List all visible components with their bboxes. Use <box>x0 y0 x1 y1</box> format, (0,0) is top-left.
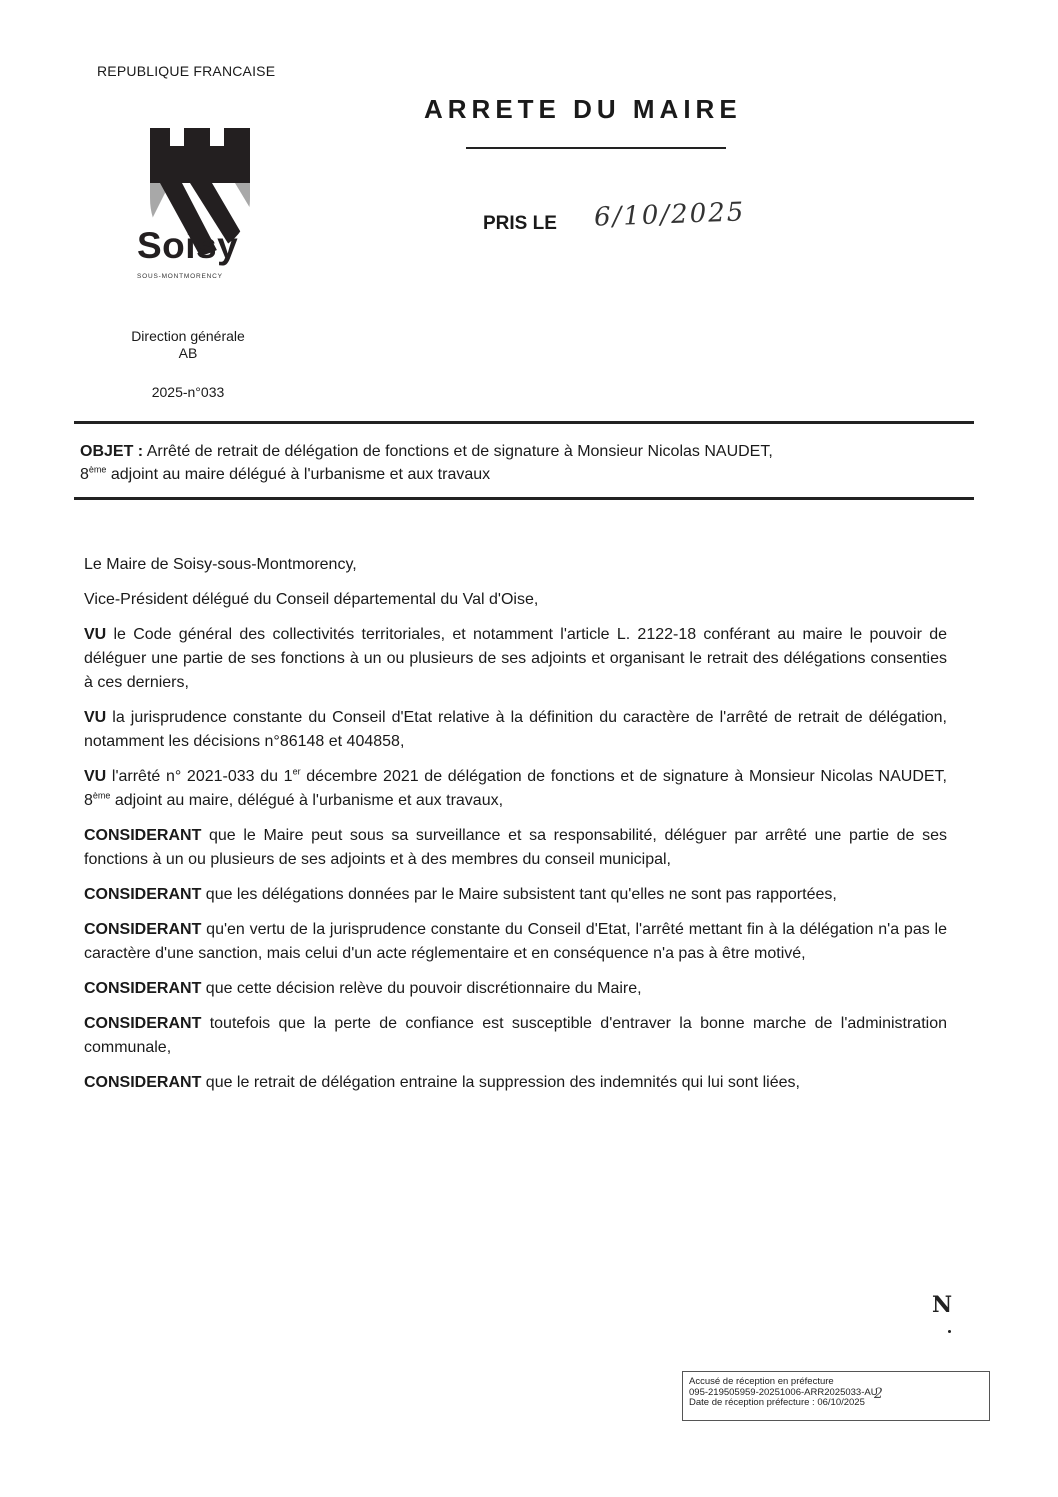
logo-name: Soisy <box>137 225 239 266</box>
vu-keyword: VU <box>84 709 107 726</box>
considerant-paragraph <box>84 977 947 1001</box>
republique-francaise-label: REPUBLIQUE FRANCAISE <box>97 63 276 79</box>
considerant-text: que les délégations données par le Maire subsistent tant qu'elles ne sont pas rapportées, <box>201 886 837 903</box>
pris-le-date-handwritten: 6/10/2025 <box>593 197 746 233</box>
objet-rank: 8 <box>80 466 89 483</box>
vu-text: décembre 2021 de délégation de fonctions et de signature à Monsieur Nicolas NAUDET, 8 <box>84 768 947 809</box>
considerant-paragraph <box>84 918 947 966</box>
stamp-line-3: Date de réception préfecture : 06/10/2025 <box>689 1397 865 1408</box>
stamp-line-1: Accusé de réception en préfecture <box>689 1376 834 1387</box>
objet-text-2: adjoint au maire délégué à l'urbanisme et aux travaux <box>106 466 491 483</box>
intro-vice-president: Vice-Président délégué du Conseil départemental du Val d'Oise, <box>84 591 539 608</box>
considerant-text: que le Maire peut sous sa surveillance et sa responsabilité, déléguer par arrêté une partie de ses fonctions à un ou plusieurs de ses adjoints et à des membres du conseil municipal, <box>84 827 947 868</box>
vu-paragraph <box>84 765 947 813</box>
objet-top-divider <box>74 421 974 424</box>
objet-label: OBJET : <box>80 443 144 460</box>
considerant-keyword: CONSIDERANT <box>84 921 202 938</box>
considerant-paragraph <box>84 1071 947 1095</box>
considerant-keyword: CONSIDERANT <box>84 886 202 903</box>
vu-text: l'arrêté n° 2021-033 du 1 <box>106 768 293 785</box>
objet-text-1: Arrêté de retrait de délégation de fonctions et de signature à Monsieur Nicolas NAUDET, <box>143 443 773 460</box>
title-divider <box>466 147 726 149</box>
direction-label: Direction générale <box>131 328 245 344</box>
objet-bottom-divider <box>74 497 974 500</box>
considerant-keyword: CONSIDERANT <box>84 980 202 997</box>
intro-maire: Le Maire de Soisy-sous-Montmorency, <box>84 556 357 573</box>
considerant-paragraph <box>84 1012 947 1060</box>
considerant-keyword: CONSIDERANT <box>84 827 202 844</box>
vu-text: le Code général des collectivités territoriales, et notamment l'article L. 2122-18 conférant au maire le pouvoir de déléguer une partie de ses fonctions à un ou plusieurs de ses adjoints et organisant le retrait des délégations consenties à ces derniers, <box>84 626 947 691</box>
considerant-keyword: CONSIDERANT <box>84 1015 202 1032</box>
stamp-line-2: 095-219505959-20251006-ARR2025033-AU <box>689 1386 878 1398</box>
page-title: ARRETE DU MAIRE <box>424 94 742 124</box>
document-body <box>84 553 947 1106</box>
considerant-paragraph <box>84 883 947 907</box>
logo-subtitle: SOUS-MONTMORENCY <box>137 273 223 280</box>
objet-block <box>80 440 980 486</box>
considerant-keyword: CONSIDERANT <box>84 1074 202 1091</box>
vu-paragraph <box>84 623 947 695</box>
arrete-number: 2025-n°033 <box>151 384 225 400</box>
considerant-text: que le retrait de délégation entraine la suppression des indemnités qui lui sont liées, <box>201 1074 800 1091</box>
vu-text: adjoint au maire, délégué à l'urbanisme et aux travaux, <box>110 792 504 809</box>
vu-paragraph <box>84 706 947 754</box>
considerant-paragraph <box>84 824 947 872</box>
handwritten-initials: N <box>932 1292 953 1318</box>
considerant-text: que cette décision relève du pouvoir discrétionnaire du Maire, <box>201 980 642 997</box>
considerant-text: qu'en vertu de la jurisprudence constante du Conseil d'Etat, l'arrêté mettant fin à la délégation n'a pas le caractère d'une sanction, mais celui d'un acte réglementaire et en conséquence n'a pas à être motivé, <box>84 921 947 962</box>
ink-dot <box>948 1330 951 1333</box>
vu-text: la jurisprudence constante du Conseil d'Etat relative à la définition du caractère de l'arrêté de retrait de délégation, notamment les décisions n°86148 et 404858, <box>84 709 947 750</box>
objet-rank-sup: ème <box>88 464 107 475</box>
vu-sup: ème <box>92 790 111 801</box>
vu-sup: er <box>292 766 301 777</box>
pris-le-label: PRIS LE <box>483 213 557 234</box>
vu-keyword: VU <box>84 768 107 785</box>
prefecture-receipt-stamp <box>682 1371 990 1421</box>
vu-keyword: VU <box>84 626 107 643</box>
handwritten-page-mark: 2 <box>874 1386 883 1402</box>
considerant-text: toutefois que la perte de confiance est susceptible d'entraver la bonne marche de l'administration communale, <box>84 1015 947 1056</box>
direction-block <box>118 328 258 362</box>
direction-initials: AB <box>178 345 198 361</box>
